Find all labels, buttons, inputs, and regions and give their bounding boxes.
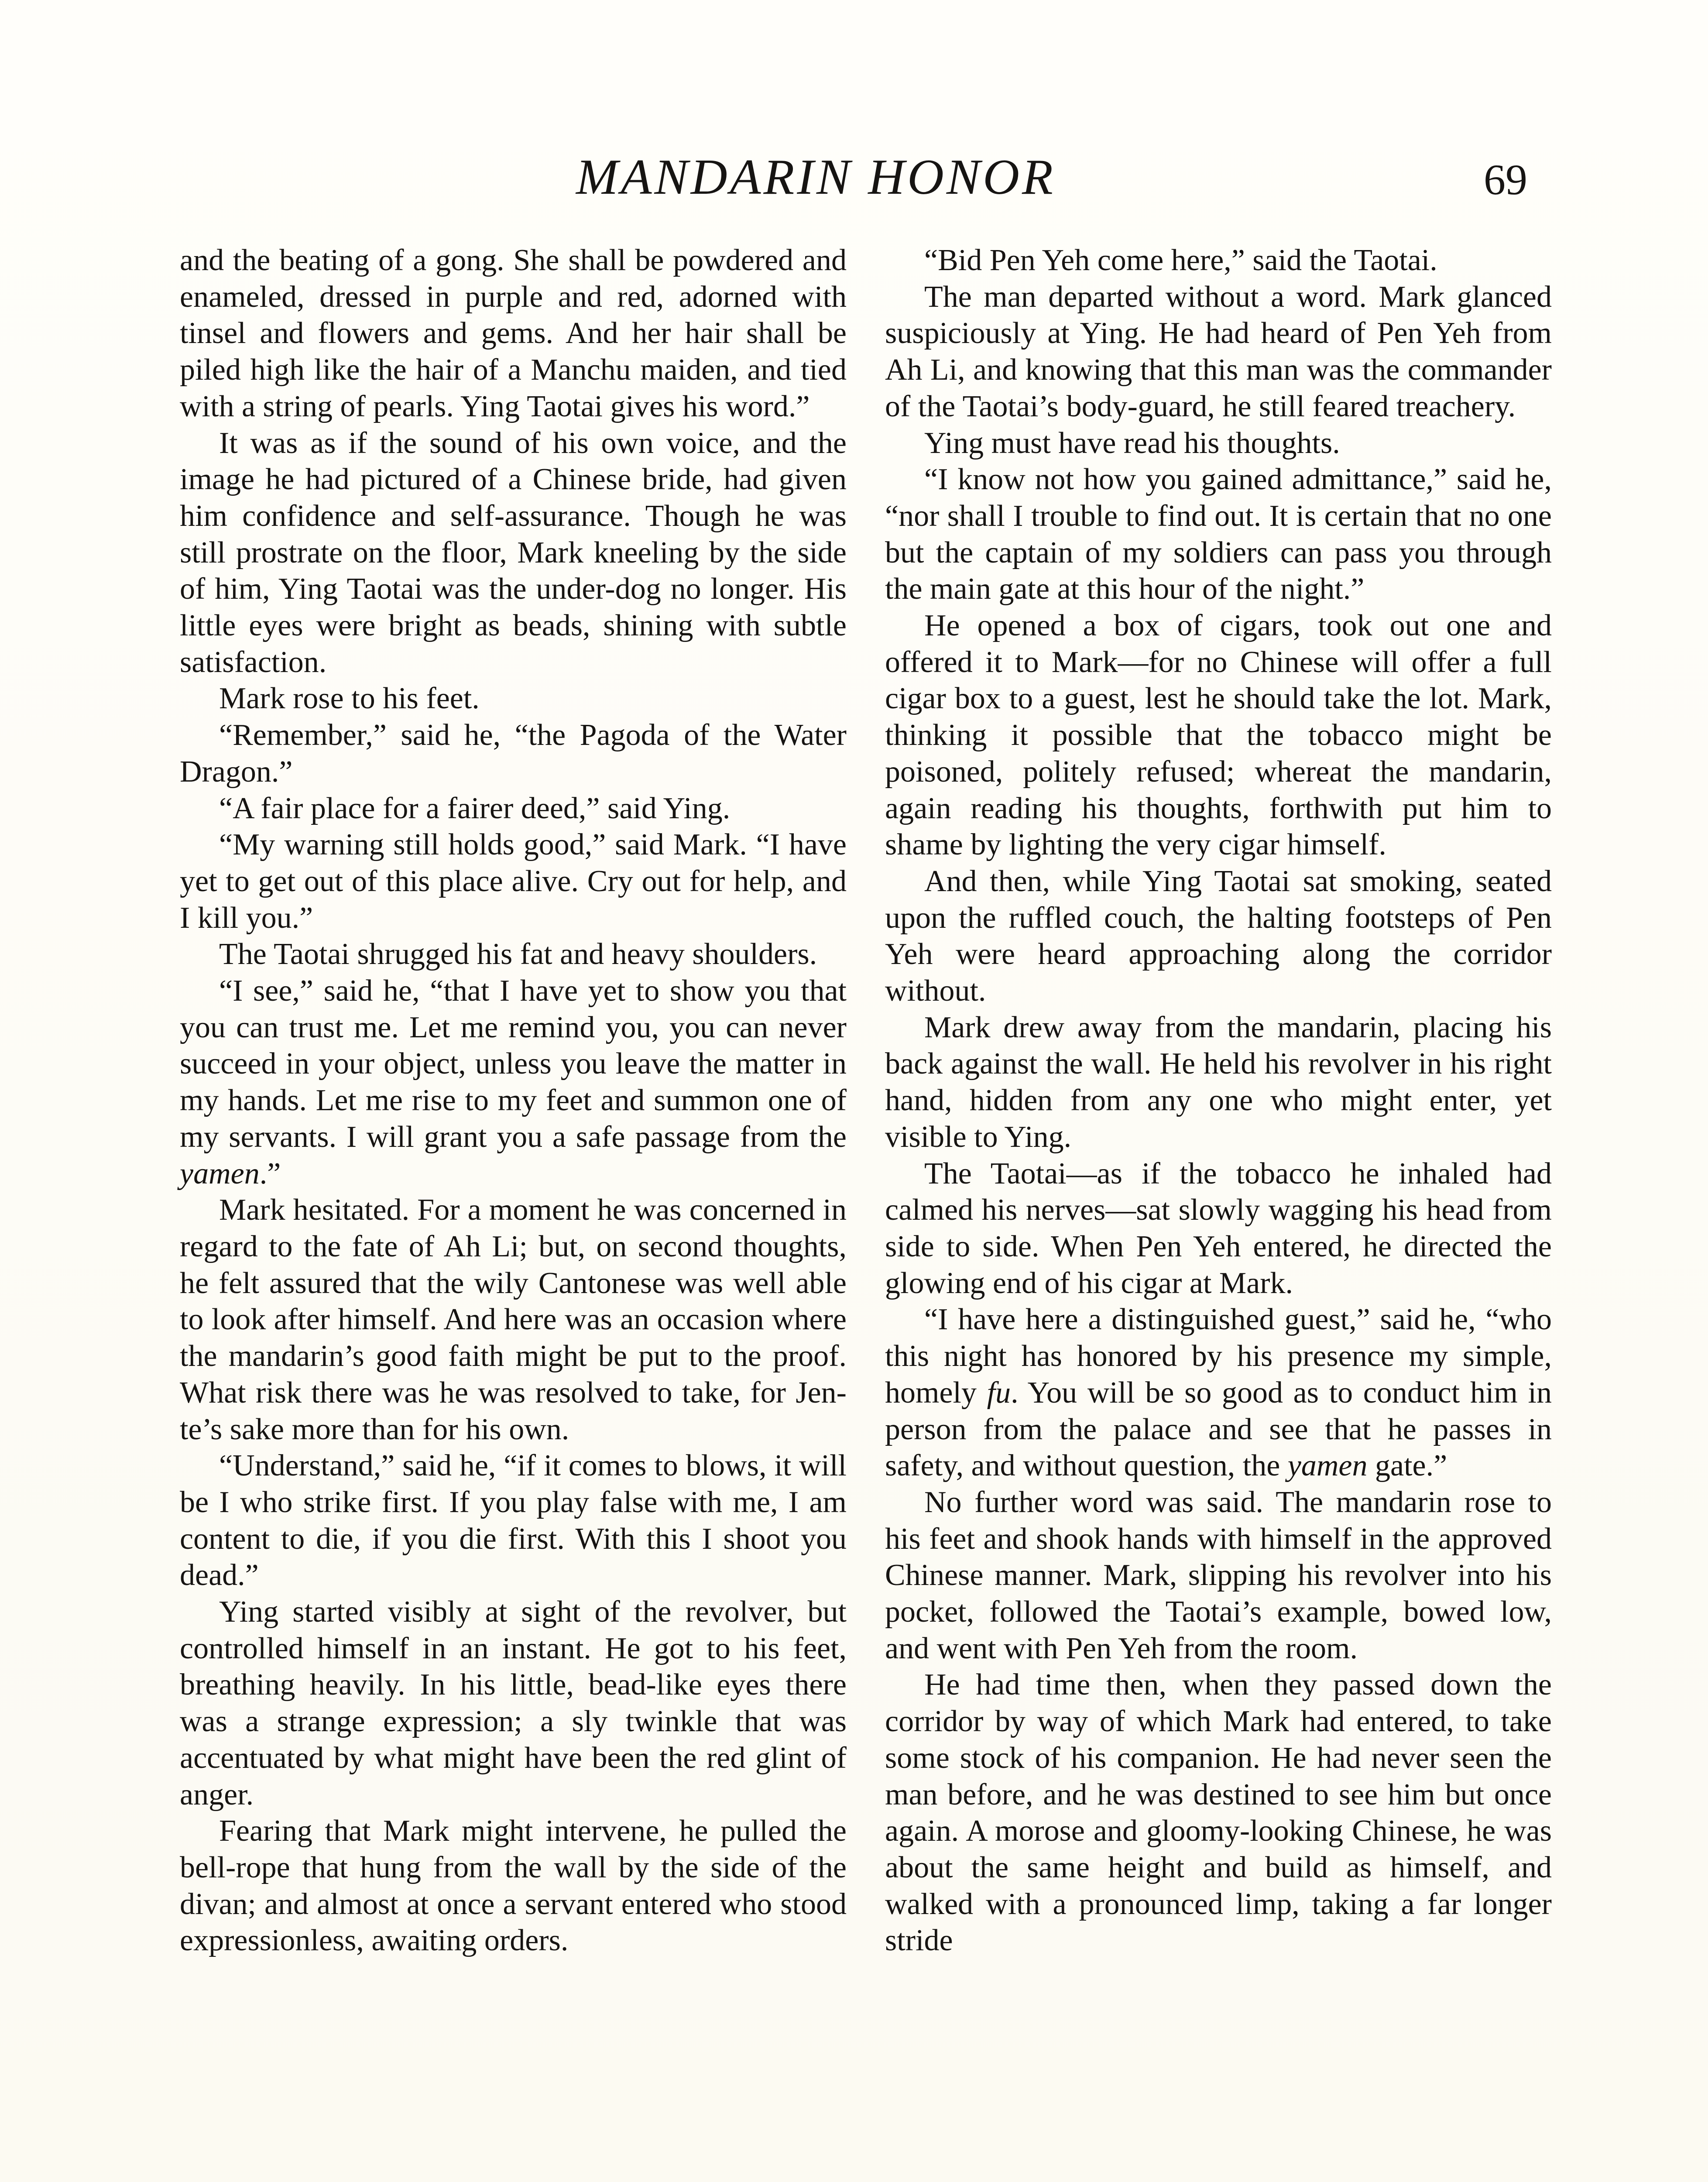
running-title: MANDARIN HONOR bbox=[576, 149, 1056, 205]
paragraph: Mark drew away from the mandarin, placing his back against the wall. He held his revolver in his right hand, hidden from any one who might enter, yet visible to Ying. bbox=[885, 1010, 1552, 1154]
paragraph: “I know not how you gained admittance,” said he, “nor shall I trouble to find out. It is certain that no one but the captain of my soldiers can pass you through the main gate at this hour of the night.” bbox=[885, 463, 1552, 606]
paragraph: He had time then, when they passed down the corridor by way of which Mark had entered, to take some stock of his companion. He had never seen the man before, and he was destined to see him but once again. A morose and gloomy-looking Chinese, he was about the same height and build as himself, and walked with a pronounced limp, taking a far longer stride bbox=[885, 1668, 1552, 1958]
paragraph: “A fair place for a fairer deed,” said Ying. bbox=[219, 791, 731, 825]
italic-word: fu bbox=[987, 1376, 1011, 1410]
paragraph: The Taotai—as if the tobacco he inhaled had calmed his nerves—sat slowly wagging his head from side to side. When Pen Yeh entered, he directed the glowing end of his cigar at Mark. bbox=[885, 1156, 1552, 1300]
paragraph: “Remember,” said he, “the Pagoda of the Water Dragon.” bbox=[180, 718, 847, 789]
paragraph: The Taotai shrugged his fat and heavy shoulders. bbox=[219, 937, 817, 971]
paragraph: Ying must have read his thoughts. bbox=[924, 426, 1340, 460]
paragraph: It was as if the sound of his own voice, and the image he had pictured of a Chinese bride, had given him confidence and self-assurance. Though he was still prostrate on the floor, Mark kneeling by the side of him, Ying Taotai was the under-dog no longer. His little eyes were bright as beads, shining with subtle satisfaction. bbox=[180, 426, 847, 679]
paragraph: No further word was said. The mandarin rose to his feet and shook hands with himself in the approved Chinese manner. Mark, slipping his revolver into his pocket, followed the Taotai’s example, bowed low, and went with Pen Yeh from the room. bbox=[885, 1485, 1552, 1665]
italic-word: yamen bbox=[1287, 1449, 1368, 1483]
italic-word: yamen bbox=[180, 1156, 260, 1190]
paragraph: Ying started visibly at sight of the revolver, but controlled himself in an instant. He got to his feet, breathing heavily. In his little, bead-like eyes there was a strange expression; a sly twinkle that was accentuated by what might have been the red glint of anger. bbox=[180, 1595, 847, 1811]
left-column bbox=[180, 242, 847, 1959]
page-number: 69 bbox=[1484, 155, 1527, 204]
paragraph: and the beating of a gong. She shall be powdered and enameled, dressed in purple and red, adorned with tinsel and flowers and gems. And her hair shall be piled high like the hair of a Manchu maiden, and tied with a string of pearls. Ying Taotai gives his word.” bbox=[180, 244, 847, 423]
paragraph: “My warning still holds good,” said Mark. “I have yet to get out of this place alive. Cry out for help, and I kill you.” bbox=[180, 828, 847, 935]
page-header bbox=[0, 144, 1708, 231]
paragraph: He opened a box of cigars, took out one and offered it to Mark—for no Chinese will offer a full cigar box to a guest, lest he should take the lot. Mark, thinking it possible that the tobacco might be poisoned, politely refused; whereat the mandarin, again reading his thoughts, forthwith put him to shame by lighting the very cigar himself. bbox=[885, 609, 1552, 862]
paragraph: “Bid Pen Yeh come here,” said the Taotai. bbox=[924, 244, 1437, 277]
paragraph: “I see,” said he, “that I have yet to show you that you can trust me. Let me remind you, you can never succeed in your object, unless you leave the matter in my hands. Let me rise to my feet and summon one of my servants. I will grant you a safe passage from the yamen.” bbox=[180, 974, 847, 1190]
paragraph: “Understand,” said he, “if it comes to blows, it will be I who strike first. If you play false with me, I am content to die, if you die first. With this I shoot you dead.” bbox=[180, 1449, 847, 1592]
paragraph: Fearing that Mark might intervene, he pulled the bell-rope that hung from the wall by the side of the divan; and almost at once a servant entered who stood expressionless, awaiting orders. bbox=[180, 1814, 847, 1958]
paragraph: Mark hesitated. For a moment he was concerned in regard to the fate of Ah Li; but, on second thoughts, he felt assured that the wily Cantonese was well able to look after himself. And here was an occasion where the mandarin’s good faith might be put to the proof. What risk there was he was resolved to take, for Jen-te’s sake more than for his own. bbox=[180, 1193, 847, 1446]
right-column bbox=[885, 242, 1552, 1959]
paragraph: “I have here a distinguished guest,” said he, “who this night has honored by his presence my simple, homely fu. You will be so good as to conduct him in person from the palace and see that he passes in safety, and without question, the yamen gate.” bbox=[885, 1303, 1552, 1483]
paragraph: The man departed without a word. Mark glanced suspiciously at Ying. He had heard of Pen Yeh from Ah Li, and knowing that this man was the commander of the Taotai’s body-guard, he still feared treachery. bbox=[885, 280, 1552, 423]
paragraph: And then, while Ying Taotai sat smoking, seated upon the ruffled couch, the halting footsteps of Pen Yeh were heard approaching along the corridor without. bbox=[885, 864, 1552, 1008]
paragraph: Mark rose to his feet. bbox=[219, 682, 480, 716]
